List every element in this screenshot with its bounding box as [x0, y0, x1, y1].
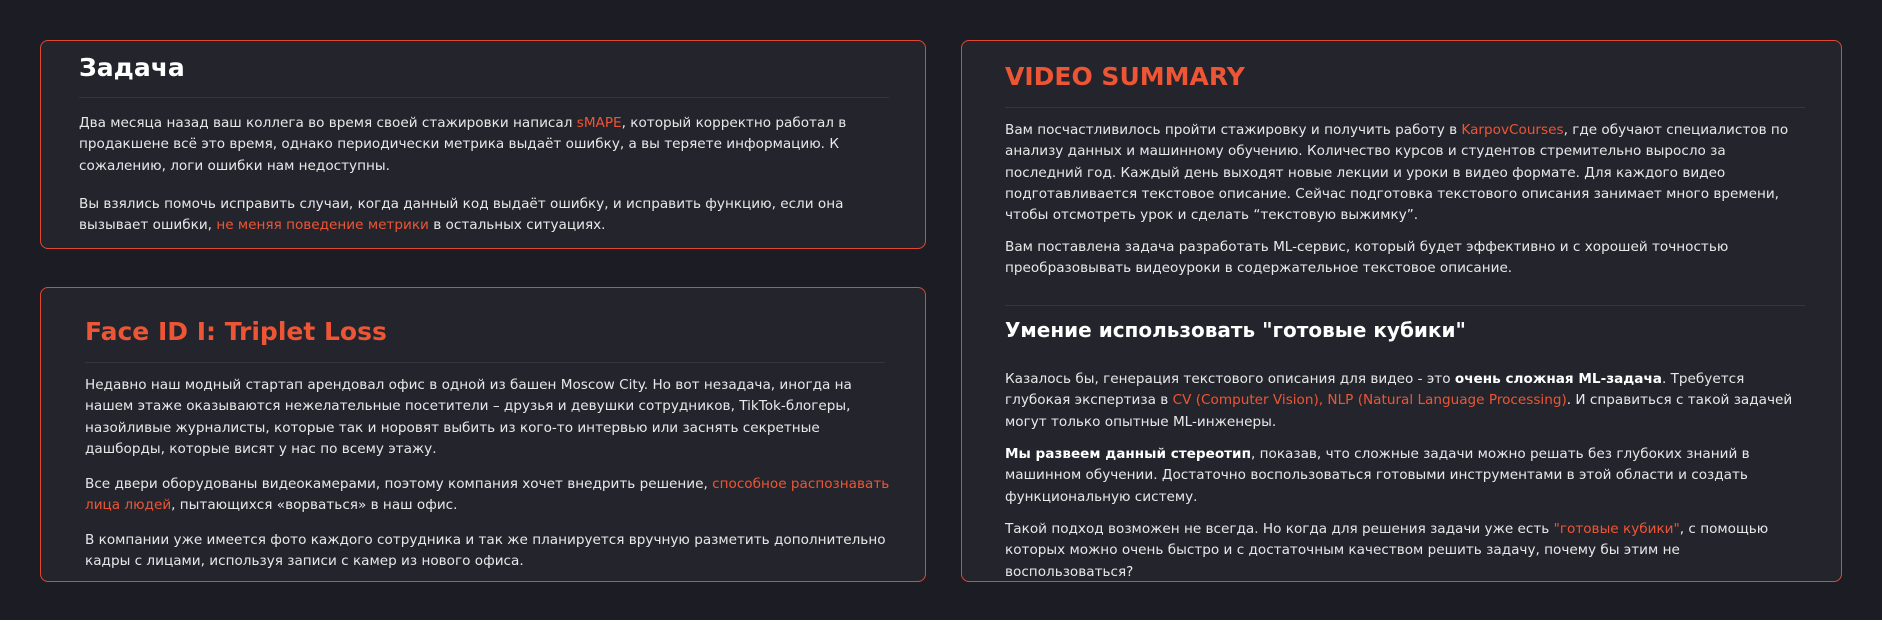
- video-p3-bold: очень сложная ML-задача: [1454, 371, 1662, 387]
- faceid-paragraph-3: В компании уже имеется фото каждого сотрудника и так же планируется вручную разметить дополнительно кадры с лицами, используя записи с камер из нового офиса.: [85, 532, 886, 570]
- task-p2-text: Вы взялись помочь исправить случаи, когда данный код выдаёт ошибку, и исправить функцию, если она вызывает ошибки,: [79, 196, 844, 234]
- video-paragraph-2: Вам поставлена задача разработать ML-сервис, который будет эффективно и с хорошей точностью преобразовывать видеоуроки в содержательное текстовое описание.: [1005, 239, 1729, 277]
- video-p3-text-end: . И справиться с такой задачей могут только опытные ML-инженеры.: [1005, 392, 1793, 430]
- video-p1-text: Вам посчастливилось пройти стажировку и получить работу в: [1005, 122, 1462, 138]
- ready-blocks-link[interactable]: "готовые кубики": [1553, 521, 1680, 537]
- faceid-p2-text: Все двери оборудованы видеокамерами, поэтому компания хочет внедрить решение,: [85, 476, 713, 492]
- task-p1-text: Два месяца назад ваш коллега во время своей стажировки написал: [79, 115, 577, 131]
- video-paragraph-4: [1005, 444, 1805, 508]
- faceid-p2-text-end: , пытающихся «ворваться» в наш офис.: [171, 497, 458, 514]
- task-title: Задача: [79, 53, 185, 82]
- video-paragraph-3: [1005, 369, 1805, 433]
- video-divider-1: [1005, 107, 1805, 108]
- video-p5-text-end: , с помощью которых можно очень быстро и с достаточным качеством решить задачу, почему бы этим не воспользоваться?: [1005, 521, 1769, 580]
- task-card: [40, 40, 926, 249]
- task-divider: [79, 97, 889, 98]
- faceid-paragraph-2: [85, 474, 893, 517]
- task-paragraph-2: [79, 194, 899, 237]
- video-summary-card: [961, 40, 1842, 582]
- faceid-card: [40, 287, 926, 582]
- video-p3-text-mid: . Требуется глубокая экспертиза в: [1005, 371, 1745, 409]
- video-summary-title: VIDEO SUMMARY: [1005, 62, 1245, 91]
- video-paragraph-1: [1005, 120, 1805, 226]
- faceid-divider: [85, 362, 885, 363]
- video-p4-text: , показав, что сложные задачи можно решать без глубоких знаний в машинном обучении. Достаточно воспользоваться готовыми инструментами в этой области и создать функциональную систему.: [1005, 446, 1750, 505]
- video-paragraph-5: [1005, 519, 1805, 583]
- video-p3-text: Казалось бы, генерация текстового описания для видео - это: [1005, 371, 1455, 387]
- task-paragraph-1: [79, 113, 899, 177]
- task-p1-text-end: , который корректно работал в продакшене всё это время, однако периодически метрика выдаёт ошибку, а вы теряете информацию. К сожалению, логи ошибки нам недоступны.: [79, 115, 847, 174]
- video-divider-2: [1005, 305, 1805, 306]
- face-recognition-link[interactable]: способное распознавать лица людей: [85, 476, 890, 514]
- cv-nlp-link[interactable]: CV (Computer Vision), NLP (Natural Language Processing): [1172, 392, 1567, 409]
- task-p2-text-end: в остальных ситуациях.: [428, 217, 606, 234]
- ready-blocks-subtitle: Умение использовать "готовые кубики": [1005, 318, 1466, 342]
- smape-link[interactable]: sMAPE: [576, 115, 622, 131]
- faceid-paragraph-1: Недавно наш модный стартап арендовал офис в одной из башен Moscow City. Но вот незадача, иногда на нашем этаже оказываются нежелательные посетители – друзья и девушки сотрудников, TikTok-блогеры, назойливые журналисты, которые так и норовят выбить из кого-то интервью или заснять секретные дашборды, которые висят у нас по всему этажу.: [85, 377, 852, 457]
- video-p1-text-end: , где обучают специалистов по анализу данных и машинному обучению. Количество курсов и студентов стремительно выросло за последний год. Каждый день выходят новые лекции и уроки в видео формате. Для каждого видео подготавливается текстовое описание. Сейчас подготовка текстового описания занимает много времени, чтобы отсмотреть урок и сделать “текстовую выжимку”.: [1005, 122, 1789, 224]
- video-p5-text: Такой подход возможен не всегда. Но когда для решения задачи уже есть: [1005, 521, 1554, 537]
- metric-behavior-link[interactable]: не меняя поведение метрики: [216, 217, 429, 234]
- video-p4-bold: Мы развеем данный стереотип: [1005, 446, 1251, 462]
- karpovcourses-link[interactable]: KarpovCourses: [1461, 122, 1564, 138]
- faceid-title: Face ID I: Triplet Loss: [85, 317, 387, 346]
